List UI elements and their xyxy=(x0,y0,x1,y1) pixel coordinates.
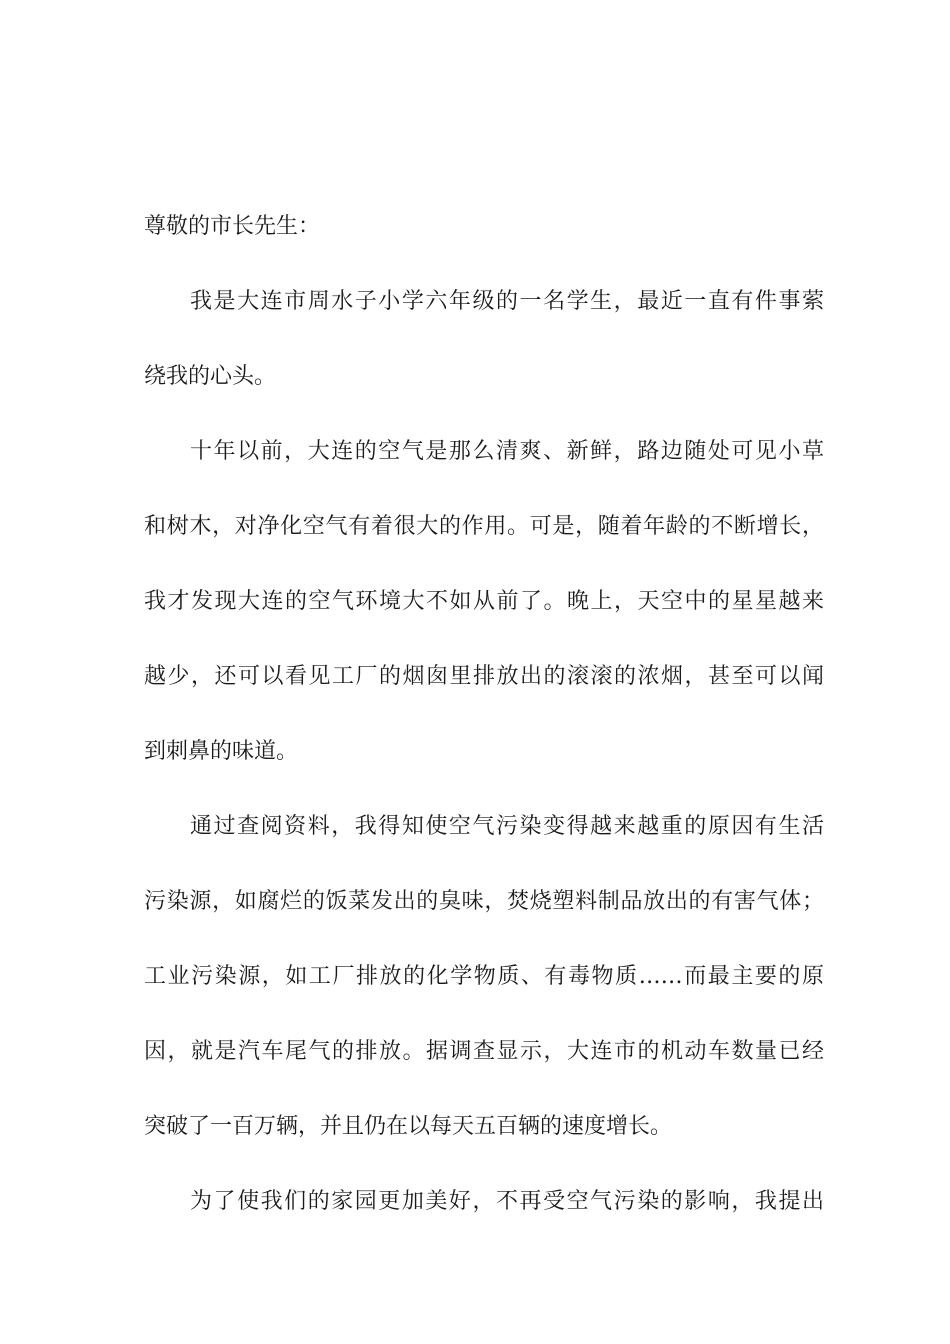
paragraph-2-line-1: 十年以前，大连的空气是那么清爽、新鲜，路边随处可见小草 xyxy=(190,439,824,464)
paragraph-3-line-3: 工业污染源，如工厂排放的化学物质、有毒物质……而最主要的原 xyxy=(144,964,824,989)
paragraph-2-line-5: 到刺鼻的味道。 xyxy=(144,739,299,764)
paragraph-1-line-2: 绕我的心头。 xyxy=(144,364,277,389)
paragraph-4-line-1: 为了使我们的家园更加美好，不再受空气污染的影响，我提出 xyxy=(190,1189,824,1214)
paragraph-3-line-4: 因，就是汽车尾气的排放。据调查显示，大连市的机动车数量已经 xyxy=(144,1039,824,1064)
paragraph-3-line-5: 突破了一百万辆，并且仍在以每天五百辆的速度增长。 xyxy=(144,1114,673,1139)
paragraph-3-line-2: 污染源，如腐烂的饭菜发出的臭味，焚烧塑料制品放出的有害气体； xyxy=(144,889,824,914)
paragraph-3-line-1: 通过查阅资料，我得知使空气污染变得越来越重的原因有生活 xyxy=(190,814,824,839)
paragraph-2-line-3: 我才发现大连的空气环境大不如从前了。晚上，天空中的星星越来 xyxy=(144,589,824,614)
paragraph-2-line-2: 和树木，对净化空气有着很大的作用。可是，随着年龄的不断增长， xyxy=(144,514,824,539)
letter-salutation: 尊敬的市长先生： xyxy=(144,214,321,239)
paragraph-2-line-4: 越少，还可以看见工厂的烟囱里排放出的滚滚的浓烟，甚至可以闻 xyxy=(144,664,824,689)
paragraph-1-line-1: 我是大连市周水子小学六年级的一名学生，最近一直有件事萦 xyxy=(190,289,824,314)
